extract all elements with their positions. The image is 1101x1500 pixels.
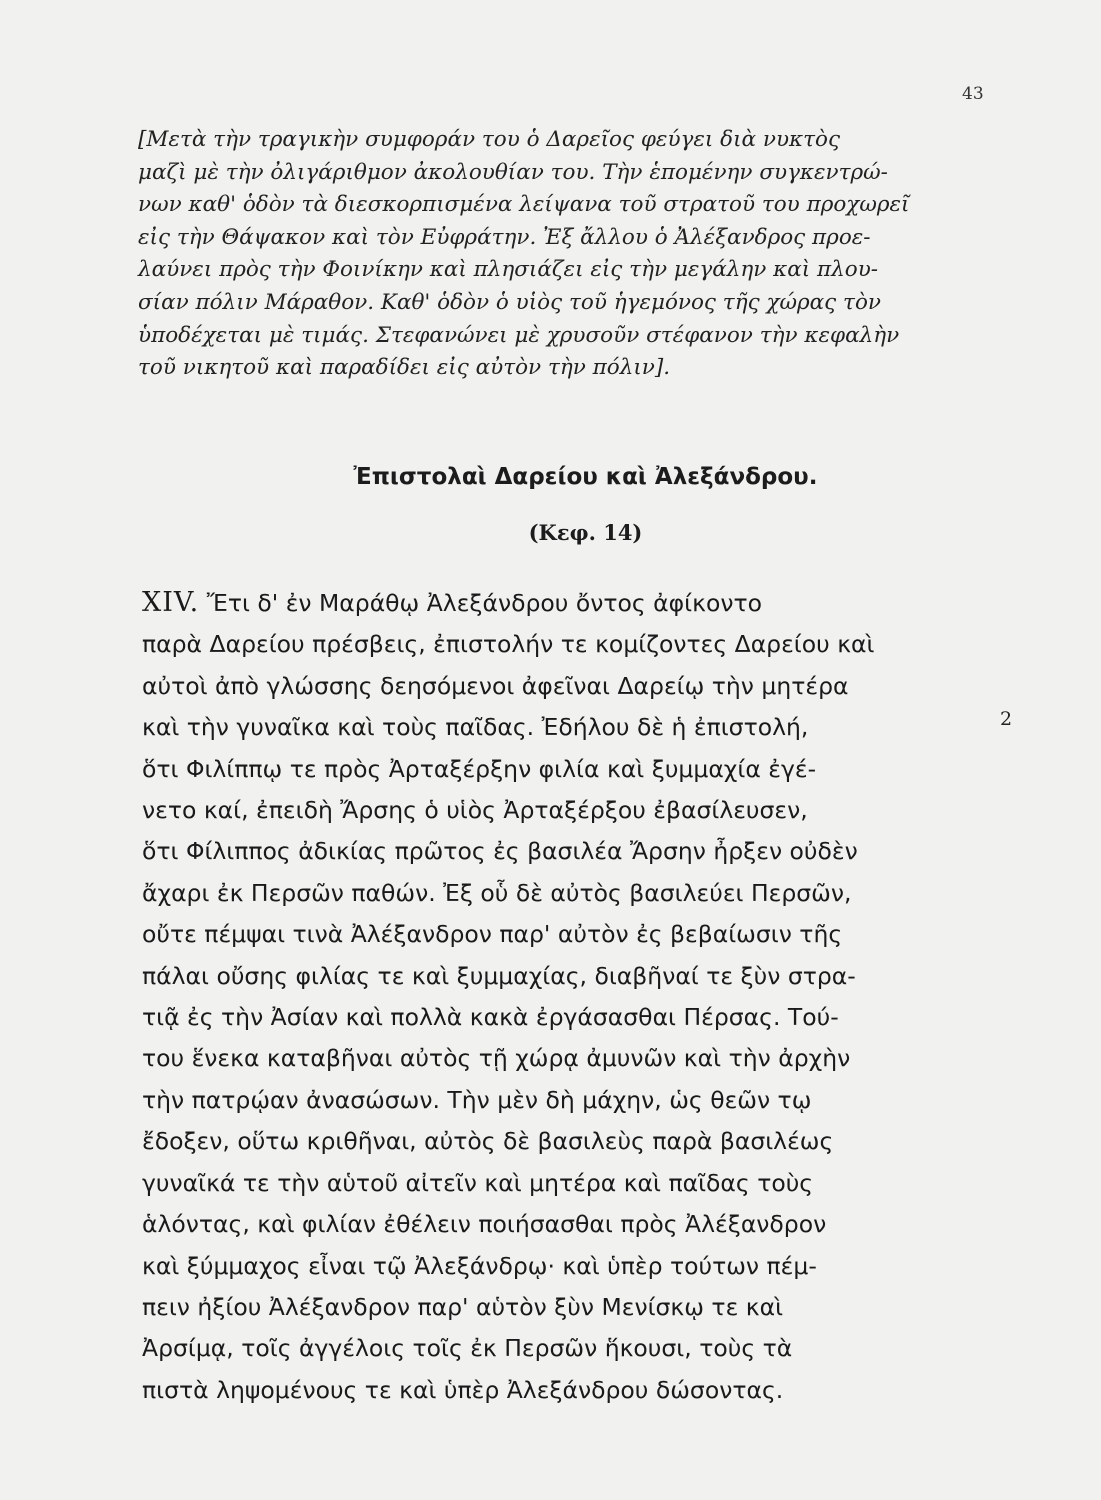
text-line: παρὰ Δαρείου πρέσβεις, ἐπιστολήν τε κομίζοντες Δαρείου καὶ <box>142 630 875 659</box>
text-line: ἄχαρι ἐκ Περσῶν παθών. Ἐξ οὗ δὲ αὐτὸς βασιλεύει Περσῶν, <box>142 878 852 907</box>
intro-line: εἰς τὴν Θάψακον καὶ τὸν Εὐφράτην. Ἐξ ἄλλου ὁ Ἀλέξανδρος προε- <box>138 224 871 250</box>
intro-line: λαύνει πρὸς τὴν Φοινίκην καὶ πλησιάζει εἰς τὴν μεγάλην καὶ πλου- <box>138 257 879 283</box>
text-line: καὶ τὴν γυναῖκα καὶ τοὺς παῖδας. Ἐδήλου δὲ ἡ ἐπιστολή, <box>142 713 809 742</box>
section-number: XIV. <box>142 587 200 618</box>
text-line: ἁλόντας, καὶ φιλίαν ἐθέλειν ποιήσασθαι πρὸς Ἀλέξανδρον <box>142 1210 827 1239</box>
section-heading: Ἐπιστολαὶ Δαρείου καὶ Ἀλεξάνδρου. <box>353 464 818 490</box>
text-line: τὴν πατρῴαν ἀνασώσων. Τὴν μὲν δὴ μάχην, ὡς θεῶν τῳ <box>142 1085 812 1114</box>
text-line: Ἀρσίμᾳ, τοῖς ἀγγέλοις τοῖς ἐκ Περσῶν ἥκουσι, τοὺς τὰ <box>142 1334 793 1363</box>
intro-summary <box>138 124 968 385</box>
margin-number: 2 <box>1000 708 1013 730</box>
first-line-text: Ἔτι δ' ἐν Μαράθῳ Ἀλεξάνδρου ὄντος ἀφίκοντο <box>199 589 762 617</box>
intro-line: σίαν πόλιν Μάραθον. Καθ' ὁδὸν ὁ υἱὸς τοῦ ἡγεμόνος τῆς χώρας τὸν <box>138 289 881 315</box>
text-line: ὅτι Φίλιππος ἀδικίας πρῶτος ἐς βασιλέα Ἄρσην ἦρξεν οὐδὲν <box>142 837 858 866</box>
text-line: του ἕνεκα καταβῆναι αὐτὸς τῇ χώρᾳ ἀμυνῶν καὶ τὴν ἀρχὴν <box>142 1044 851 1073</box>
text-line: πιστὰ ληψομένους τε καὶ ὑπὲρ Ἀλεξάνδρου δώσοντας. <box>142 1375 784 1404</box>
intro-line: [Μετὰ τὴν τραγικὴν συμφοράν του ὁ Δαρεῖος φεύγει διὰ νυκτὸς <box>138 127 841 152</box>
main-text <box>142 582 992 1411</box>
text-line: πειν ἠξίου Ἀλέξανδρον παρ' αὑτὸν ξὺν Μενίσκῳ τε καὶ <box>142 1292 784 1321</box>
text-line <box>142 582 992 624</box>
text-line: νετο καί, ἐπειδὴ Ἄρσης ὁ υἱὸς Ἀρταξέρξου ἐβασίλευσεν, <box>142 796 808 825</box>
text-line: πάλαι οὔσης φιλίας τε καὶ ξυμμαχίας, διαβῆναί τε ξὺν στρα- <box>142 961 856 990</box>
intro-line: τοῦ νικητοῦ καὶ παραδίδει εἰς αὐτὸν τὴν πόλιν]. <box>138 355 671 381</box>
intro-line: μαζὶ μὲ τὴν ὀλιγάριθμον ἀκολουθίαν του. Τὴν ἑπομένην συγκεντρώ- <box>138 159 888 185</box>
text-line: αὐτοὶ ἀπὸ γλώσσης δεησόμενοι ἀφεῖναι Δαρείῳ τὴν μητέρα <box>142 671 849 700</box>
page-number: 43 <box>962 84 984 104</box>
text-line: τιᾷ ἐς τὴν Ἀσίαν καὶ πολλὰ κακὰ ἐργάσασθαι Πέρσας. Τού- <box>142 1003 839 1032</box>
text-line: ὅτι Φιλίππῳ τε πρὸς Ἀρταξέρξην φιλία καὶ ξυμμαχία ἐγέ- <box>142 754 817 783</box>
intro-line: ὑποδέχεται μὲ τιμάς. Στεφανώνει μὲ χρυσοῦν στέφανον τὴν κεφαλὴν <box>138 322 900 348</box>
chapter-reference: (Κεφ. 14) <box>528 520 643 545</box>
intro-line: νων καθ' ὁδὸν τὰ διεσκορπισμένα λείψανα τοῦ στρατοῦ του προχωρεῖ <box>138 192 910 218</box>
text-line: γυναῖκά τε τὴν αὑτοῦ αἰτεῖν καὶ μητέρα καὶ παῖδας τοὺς <box>142 1168 814 1197</box>
text-line: ἔδοξεν, οὕτω κριθῆναι, αὐτὸς δὲ βασιλεὺς παρὰ βασιλέως <box>142 1127 834 1156</box>
text-line: οὔτε πέμψαι τινὰ Ἀλέξανδρον παρ' αὐτὸν ἐς βεβαίωσιν τῆς <box>142 920 843 949</box>
text-line: καὶ ξύμμαχος εἶναι τῷ Ἀλεξάνδρῳ· καὶ ὑπὲρ τούτων πέμ- <box>142 1251 817 1280</box>
